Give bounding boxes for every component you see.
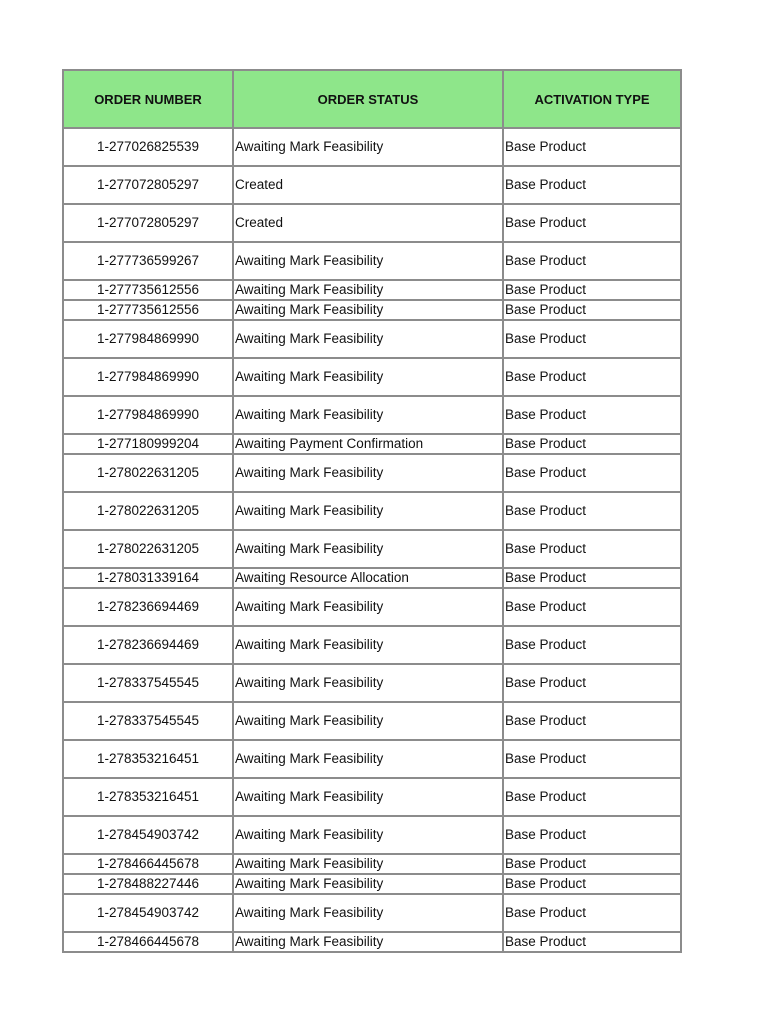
table-row bbox=[63, 166, 681, 204]
activation-type-cell: Base Product bbox=[503, 874, 681, 894]
orders-table bbox=[62, 69, 682, 953]
activation-type-cell: Base Product bbox=[503, 626, 681, 664]
order-status-cell: Awaiting Mark Feasibility bbox=[233, 320, 503, 358]
table-row bbox=[63, 320, 681, 358]
activation-type-cell: Base Product bbox=[503, 702, 681, 740]
activation-type-cell: Base Product bbox=[503, 894, 681, 932]
order-status-cell: Awaiting Payment Confirmation bbox=[233, 434, 503, 454]
activation-type-cell: Base Product bbox=[503, 280, 681, 300]
order-number-cell: 1-278488227446 bbox=[63, 874, 233, 894]
table-row bbox=[63, 816, 681, 854]
activation-type-cell: Base Product bbox=[503, 740, 681, 778]
column-header-order-number: ORDER NUMBER bbox=[63, 70, 233, 128]
table-row bbox=[63, 778, 681, 816]
order-status-cell: Awaiting Mark Feasibility bbox=[233, 740, 503, 778]
activation-type-cell: Base Product bbox=[503, 128, 681, 166]
order-status-cell: Awaiting Mark Feasibility bbox=[233, 778, 503, 816]
table-row bbox=[63, 454, 681, 492]
table-row bbox=[63, 280, 681, 300]
table-row bbox=[63, 932, 681, 952]
order-number-cell: 1-278337545545 bbox=[63, 664, 233, 702]
order-number-cell: 1-277072805297 bbox=[63, 204, 233, 242]
activation-type-cell: Base Product bbox=[503, 816, 681, 854]
activation-type-cell: Base Product bbox=[503, 932, 681, 952]
table-row bbox=[63, 300, 681, 320]
table-row bbox=[63, 358, 681, 396]
table-row bbox=[63, 396, 681, 434]
order-number-cell: 1-278337545545 bbox=[63, 702, 233, 740]
order-status-cell: Awaiting Mark Feasibility bbox=[233, 396, 503, 434]
order-number-cell: 1-277735612556 bbox=[63, 300, 233, 320]
order-status-cell: Created bbox=[233, 204, 503, 242]
activation-type-cell: Base Product bbox=[503, 300, 681, 320]
table-row bbox=[63, 204, 681, 242]
activation-type-cell: Base Product bbox=[503, 358, 681, 396]
order-status-cell: Awaiting Mark Feasibility bbox=[233, 128, 503, 166]
orders-table-header bbox=[63, 70, 681, 128]
order-number-cell: 1-278031339164 bbox=[63, 568, 233, 588]
order-status-cell: Awaiting Mark Feasibility bbox=[233, 280, 503, 300]
activation-type-cell: Base Product bbox=[503, 664, 681, 702]
order-number-cell: 1-278454903742 bbox=[63, 894, 233, 932]
order-status-cell: Awaiting Mark Feasibility bbox=[233, 664, 503, 702]
activation-type-cell: Base Product bbox=[503, 396, 681, 434]
table-row bbox=[63, 874, 681, 894]
order-number-cell: 1-277984869990 bbox=[63, 396, 233, 434]
table-row bbox=[63, 492, 681, 530]
order-status-cell: Awaiting Mark Feasibility bbox=[233, 242, 503, 280]
table-row bbox=[63, 626, 681, 664]
header-row bbox=[63, 70, 681, 128]
table-row bbox=[63, 702, 681, 740]
activation-type-cell: Base Product bbox=[503, 204, 681, 242]
order-number-cell: 1-277180999204 bbox=[63, 434, 233, 454]
order-number-cell: 1-277072805297 bbox=[63, 166, 233, 204]
order-number-cell: 1-277736599267 bbox=[63, 242, 233, 280]
table-row bbox=[63, 588, 681, 626]
order-number-cell: 1-277735612556 bbox=[63, 280, 233, 300]
order-number-cell: 1-278466445678 bbox=[63, 932, 233, 952]
order-status-cell: Awaiting Mark Feasibility bbox=[233, 932, 503, 952]
activation-type-cell: Base Product bbox=[503, 454, 681, 492]
order-status-cell: Awaiting Resource Allocation bbox=[233, 568, 503, 588]
table-row bbox=[63, 128, 681, 166]
order-status-cell: Awaiting Mark Feasibility bbox=[233, 702, 503, 740]
activation-type-cell: Base Product bbox=[503, 492, 681, 530]
activation-type-cell: Base Product bbox=[503, 242, 681, 280]
order-status-cell: Awaiting Mark Feasibility bbox=[233, 454, 503, 492]
order-status-cell: Awaiting Mark Feasibility bbox=[233, 588, 503, 626]
activation-type-cell: Base Product bbox=[503, 778, 681, 816]
order-number-cell: 1-278353216451 bbox=[63, 778, 233, 816]
order-number-cell: 1-278454903742 bbox=[63, 816, 233, 854]
activation-type-cell: Base Product bbox=[503, 568, 681, 588]
order-number-cell: 1-278022631205 bbox=[63, 454, 233, 492]
order-status-cell: Awaiting Mark Feasibility bbox=[233, 626, 503, 664]
order-number-cell: 1-277984869990 bbox=[63, 320, 233, 358]
order-status-cell: Created bbox=[233, 166, 503, 204]
order-number-cell: 1-278353216451 bbox=[63, 740, 233, 778]
order-status-cell: Awaiting Mark Feasibility bbox=[233, 530, 503, 568]
column-header-activation-type: ACTIVATION TYPE bbox=[503, 70, 681, 128]
order-status-cell: Awaiting Mark Feasibility bbox=[233, 894, 503, 932]
order-status-cell: Awaiting Mark Feasibility bbox=[233, 300, 503, 320]
table-row bbox=[63, 242, 681, 280]
order-number-cell: 1-278236694469 bbox=[63, 626, 233, 664]
orders-table-body bbox=[63, 128, 681, 952]
order-number-cell: 1-278022631205 bbox=[63, 530, 233, 568]
order-status-cell: Awaiting Mark Feasibility bbox=[233, 816, 503, 854]
table-row bbox=[63, 894, 681, 932]
activation-type-cell: Base Product bbox=[503, 166, 681, 204]
activation-type-cell: Base Product bbox=[503, 854, 681, 874]
table-row bbox=[63, 854, 681, 874]
order-status-cell: Awaiting Mark Feasibility bbox=[233, 854, 503, 874]
table-row bbox=[63, 434, 681, 454]
order-status-cell: Awaiting Mark Feasibility bbox=[233, 358, 503, 396]
order-number-cell: 1-278236694469 bbox=[63, 588, 233, 626]
order-number-cell: 1-278022631205 bbox=[63, 492, 233, 530]
order-status-cell: Awaiting Mark Feasibility bbox=[233, 874, 503, 894]
table-row bbox=[63, 664, 681, 702]
table-row bbox=[63, 530, 681, 568]
table-row bbox=[63, 568, 681, 588]
column-header-order-status: ORDER STATUS bbox=[233, 70, 503, 128]
order-number-cell: 1-277984869990 bbox=[63, 358, 233, 396]
activation-type-cell: Base Product bbox=[503, 320, 681, 358]
activation-type-cell: Base Product bbox=[503, 434, 681, 454]
activation-type-cell: Base Product bbox=[503, 530, 681, 568]
order-status-cell: Awaiting Mark Feasibility bbox=[233, 492, 503, 530]
order-number-cell: 1-277026825539 bbox=[63, 128, 233, 166]
activation-type-cell: Base Product bbox=[503, 588, 681, 626]
table-row bbox=[63, 740, 681, 778]
order-number-cell: 1-278466445678 bbox=[63, 854, 233, 874]
